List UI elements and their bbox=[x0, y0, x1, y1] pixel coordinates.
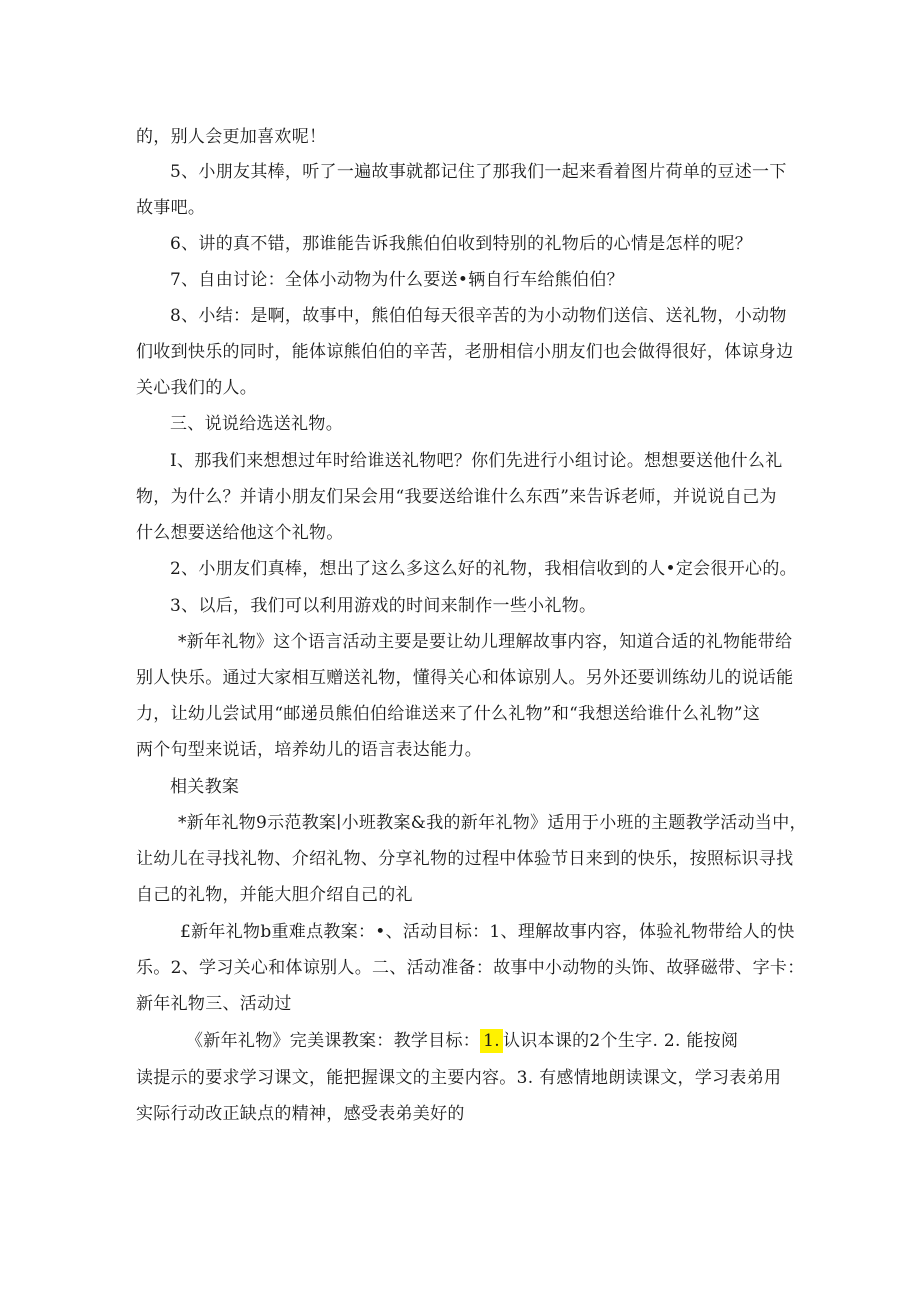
text-line-8: 关心我们的人。 bbox=[136, 378, 258, 398]
text-line-13: 2、小朋友们真棒，想出了这么多这么好的礼物，我相信收到的人•定会很开心的。 bbox=[170, 559, 797, 579]
text-line-11: 物，为什么？并请小朋友们呆会用“我要送给谁什么东西”来告诉老师，并说说自己为 bbox=[136, 487, 777, 507]
text-line-7: 们收到快乐的同时，能体谅熊伯伯的辛苦，老册相信小朋友们也会做得很好，体谅身边 bbox=[136, 342, 794, 362]
text-line-16: 别人快乐。通过大家相互赠送礼物，懂得关心和体谅别人。另外还要训练幼儿的说话能 bbox=[136, 668, 794, 688]
section-heading-3: 三、说说给选送礼物。 bbox=[170, 414, 343, 434]
text-line-6: 8、小结：是啊，故事中，熊伯伯每天很辛苦的为小动物们送信、送礼物，小动物 bbox=[170, 306, 787, 326]
text-line-4: 6、讲的真不错，那谁能告诉我熊伯伯收到特别的礼物后的心情是怎样的呢？ bbox=[170, 234, 753, 254]
text-line-23: £新年礼物b重难点教案：•、活动目标：1、理解故事内容，体验礼物带给人的快 bbox=[180, 922, 795, 942]
text-line-1: 的，别人会更加喜欢呢！ bbox=[136, 127, 327, 147]
text-line-2: 5、小朋友其棒，听了一遍故事就都记住了那我们一起来看着图片荷单的豆述一下 bbox=[170, 162, 787, 182]
text-line-24: 乐。2、学习关心和体谅别人。二、活动准备：故事中小动物的头饰、故驿磁带、字卡： bbox=[136, 958, 805, 978]
text-line-27: 读提示的要求学习课文，能把握课文的主要内容。3. 有感情地朗读课文，学习表弟用 bbox=[136, 1068, 782, 1088]
highlighted-number: 1. bbox=[480, 1029, 503, 1053]
text-line-17: 力，让幼儿尝试用“邮递员熊伯伯给谁送来了什么礼物”和“我想送给谁什么礼物”这 bbox=[136, 704, 761, 724]
text-line-26-end: 认识本课的2个生字. 2. 能按阅 bbox=[502, 1031, 739, 1051]
text-line-26-start: 《新年礼物》完美课教案：教学目标： bbox=[186, 1031, 481, 1051]
text-line-12: 什么想要送给他这个礼物。 bbox=[136, 523, 344, 543]
text-line-21: 让幼儿在寻找礼物、介绍礼物、分享礼物的过程中体验节日来到的快乐，按照标识寻找 bbox=[136, 849, 794, 869]
text-line-28: 实际行动改正缺点的精神，感受表弟美好的 bbox=[136, 1104, 465, 1124]
text-line-14: 3、以后，我们可以利用游戏的时间来制作一些小礼物。 bbox=[170, 596, 597, 616]
text-line-26 bbox=[186, 1029, 738, 1053]
text-line-18: 两个句型来说话，培养幼儿的语言表达能力。 bbox=[136, 740, 482, 760]
text-line-10: I、那我们来想想过年时给谁送礼物吧？你们先进行小组讨论。想想要送他什么礼 bbox=[170, 451, 783, 471]
text-line-20: *新年礼物9示范教案∣小班教案&我的新年礼物》适用于小班的主题教学活动当中， bbox=[178, 813, 807, 833]
text-line-3: 故事吧。 bbox=[136, 198, 206, 218]
related-heading: 相关教案 bbox=[170, 777, 240, 797]
text-line-15: *新年礼物》这个语言活动主要是要让幼儿理解故事内容，知道合适的礼物能带给 bbox=[178, 632, 793, 652]
text-line-5: 7、自由讨论：全体小动物为什么要送•辆自行车给熊伯伯？ bbox=[170, 270, 624, 290]
text-line-22: 自己的礼物，并能大胆介绍自己的礼 bbox=[136, 885, 413, 905]
text-line-25: 新年礼物三、活动过 bbox=[136, 994, 292, 1014]
